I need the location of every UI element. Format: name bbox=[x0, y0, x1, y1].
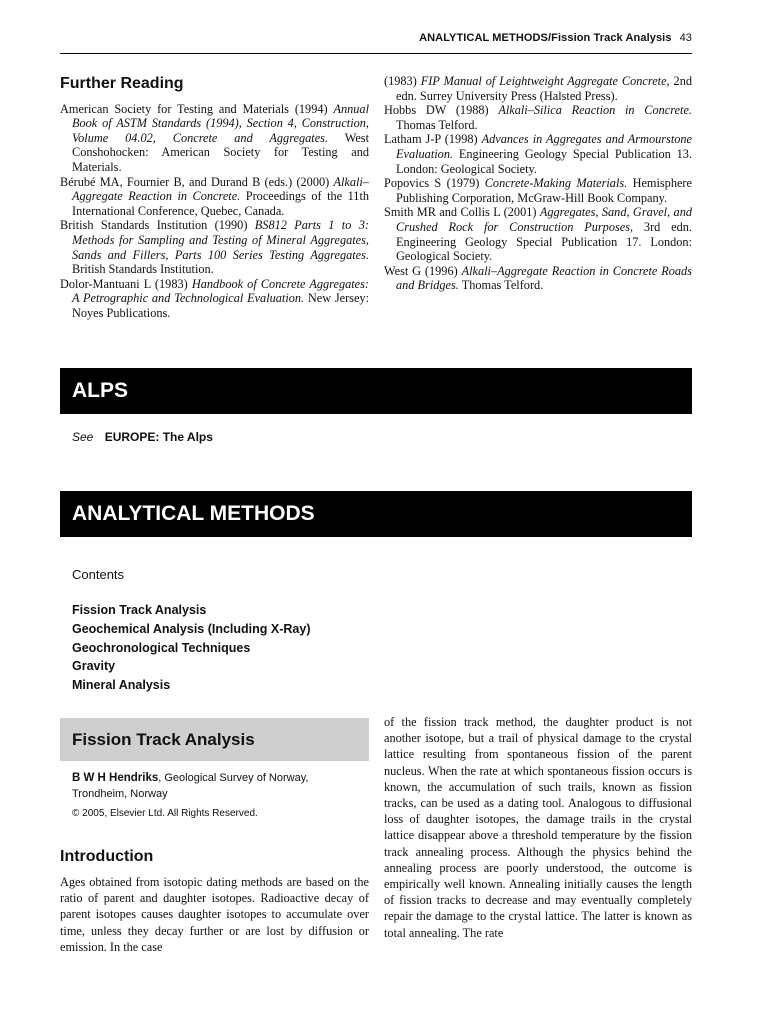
reference-authors: Hobbs DW (1988) bbox=[384, 103, 499, 118]
reference-authors: American Society for Testing and Materials (1994) bbox=[60, 101, 334, 116]
reference-authors: Dolor-Mantuani L (1983) bbox=[60, 276, 192, 291]
reference-publisher: West Conshohocken: American Society for Testing and Materials. bbox=[72, 130, 369, 174]
reference-title: Alkali–Aggregate Reaction in Concrete Roads and Bridges. bbox=[396, 263, 692, 293]
contents-item[interactable]: Fission Track Analysis bbox=[72, 603, 207, 617]
reference-title: Annual Book of ASTM Standards (1994), Section 4, Construction, Volume 04.02, Concrete and Aggregates. bbox=[72, 101, 369, 145]
introduction-paragraph: Ages obtained from isotopic dating methods are based on the ratio of parent and daughter isotopes. Radioactive decay of parent isotopes causes daughter isotopes to accumulate over time, unless they decay further or are lost by diffusion or emission. In the case bbox=[60, 875, 369, 954]
reference-title: Handbook of Concrete Aggregates: A Petrographic and Technological Evaluation. bbox=[72, 276, 370, 306]
body-paragraph-right: of the fission track method, the daughter product is not another isotope, but a trail of physical damage to the crystal lattice resulting from spontaneous fission of the parent nucleus. When the rate at which spontaneous fission occurs is known, the accumulation of such trails, known as fission tracks, can be used as a dating tool. Analogous to diffusional loss of daughter isotopes, the damage trails in the crystal lattice disappear above a threshold temperature by the fission track annealing process. Although the physics behind the annealing process are poorly understood, the outcome is empirically well known. Annealing initially causes the length of fission tracks to decrease and may eventually completely repair the damage to the crystal lattice. The latter is known as total annealing. The rate bbox=[384, 715, 692, 940]
reference-authors: (1983) bbox=[384, 74, 421, 88]
reference-publisher: Proceedings of the 11th International Conference, Quebec, Canada. bbox=[72, 189, 370, 218]
contents-item[interactable]: Mineral Analysis bbox=[72, 678, 171, 693]
reference-title: FIP Manual of Leightweight Aggregate Concrete, bbox=[420, 74, 670, 88]
further-reading-right-column bbox=[384, 74, 692, 293]
contents-item[interactable]: Geochronological Techniques bbox=[72, 640, 251, 655]
alps-banner: ALPS bbox=[60, 368, 692, 414]
reference-authors: West G (1996) bbox=[384, 263, 462, 278]
reference-list-left bbox=[60, 102, 369, 321]
see-also-line bbox=[72, 430, 213, 444]
further-reading-left-column bbox=[60, 77, 369, 321]
reference-entry bbox=[384, 74, 692, 103]
reference-title: Alkali–Silica Reaction in Concrete. bbox=[498, 103, 692, 118]
author-line bbox=[72, 770, 362, 802]
reference-entry bbox=[60, 102, 369, 175]
reference-title: Aggregates, Sand, Gravel, and Crushed Rock for Construction Purposes, bbox=[396, 205, 692, 234]
reference-publisher: 2nd edn. Surrey University Press (Halsted Press). bbox=[396, 74, 692, 103]
reference-title: Alkali–Aggregate Reaction in Concrete. bbox=[72, 174, 369, 204]
reference-publisher: Thomas Telford. bbox=[396, 117, 478, 132]
running-head-separator: / bbox=[548, 32, 552, 44]
running-head bbox=[419, 32, 692, 44]
running-head-section: ANALYTICAL METHODS bbox=[419, 32, 548, 44]
reference-entry bbox=[384, 264, 692, 293]
reference-entry bbox=[384, 132, 692, 176]
page-number: 43 bbox=[679, 32, 692, 44]
see-word: See bbox=[72, 430, 94, 444]
introduction-heading: Introduction bbox=[60, 848, 154, 865]
reference-entry bbox=[60, 175, 369, 219]
analytical-methods-banner: ANALYTICAL METHODS bbox=[60, 491, 692, 537]
contents-list bbox=[72, 601, 311, 695]
reference-authors: British Standards Institution (1990) bbox=[60, 218, 255, 233]
contents-item[interactable]: Gravity bbox=[72, 659, 116, 674]
reference-authors: Bérubé MA, Fournier B, and Durand B (eds.) (2000) bbox=[60, 174, 334, 189]
reference-title: Concrete-Making Materials. bbox=[484, 176, 628, 191]
further-reading-heading: Further Reading bbox=[60, 75, 184, 92]
reference-entry bbox=[384, 176, 692, 205]
reference-entry bbox=[60, 218, 369, 276]
reference-publisher: New Jersey: Noyes Publications. bbox=[72, 291, 369, 320]
reference-entry bbox=[384, 205, 692, 263]
author-affiliation: , Geological Survey of Norway, Trondheim, Norway bbox=[72, 772, 309, 800]
reference-authors: Popovics S (1979) bbox=[384, 176, 485, 191]
reference-publisher: Thomas Telford. bbox=[458, 278, 544, 293]
reference-list-right bbox=[384, 74, 692, 293]
reference-authors: Smith MR and Collis L (2001) bbox=[384, 205, 540, 220]
reference-publisher: British Standards Institution. bbox=[72, 262, 214, 277]
contents-item[interactable]: Geochemical Analysis (Including X-Ray) bbox=[72, 621, 311, 636]
reference-publisher: Engineering Geology Special Publication 13. London: Geological Society. bbox=[396, 146, 692, 176]
reference-entry bbox=[60, 277, 369, 321]
author-name: B W H Hendriks bbox=[72, 772, 159, 784]
contents-label: Contents bbox=[72, 567, 125, 582]
article-title-banner: Fission Track Analysis bbox=[60, 718, 369, 761]
reference-title: Advances in Aggregates and Armourstone Evaluation. bbox=[396, 132, 693, 161]
reference-publisher: Hemisphere Publishing Corporation, McGraw-Hill Book Company. bbox=[396, 176, 692, 205]
copyright-notice: © 2005, Elsevier Ltd. All Rights Reserved. bbox=[72, 808, 258, 819]
reference-entry bbox=[384, 103, 692, 132]
reference-title: BS812 Parts 1 to 3: Methods for Sampling and Testing of Mineral Aggregates, Sands and Fillers, Parts 100 Series Testing Aggregates. bbox=[72, 218, 369, 262]
see-target-link[interactable]: EUROPE: The Alps bbox=[104, 430, 213, 444]
reference-authors: Latham J-P (1998) bbox=[384, 132, 482, 147]
header-rule bbox=[60, 53, 692, 54]
running-head-topic: Fission Track Analysis bbox=[551, 32, 672, 44]
reference-publisher: 3rd edn. Engineering Geology Special Publication 17. London: Geological Society. bbox=[396, 219, 692, 264]
